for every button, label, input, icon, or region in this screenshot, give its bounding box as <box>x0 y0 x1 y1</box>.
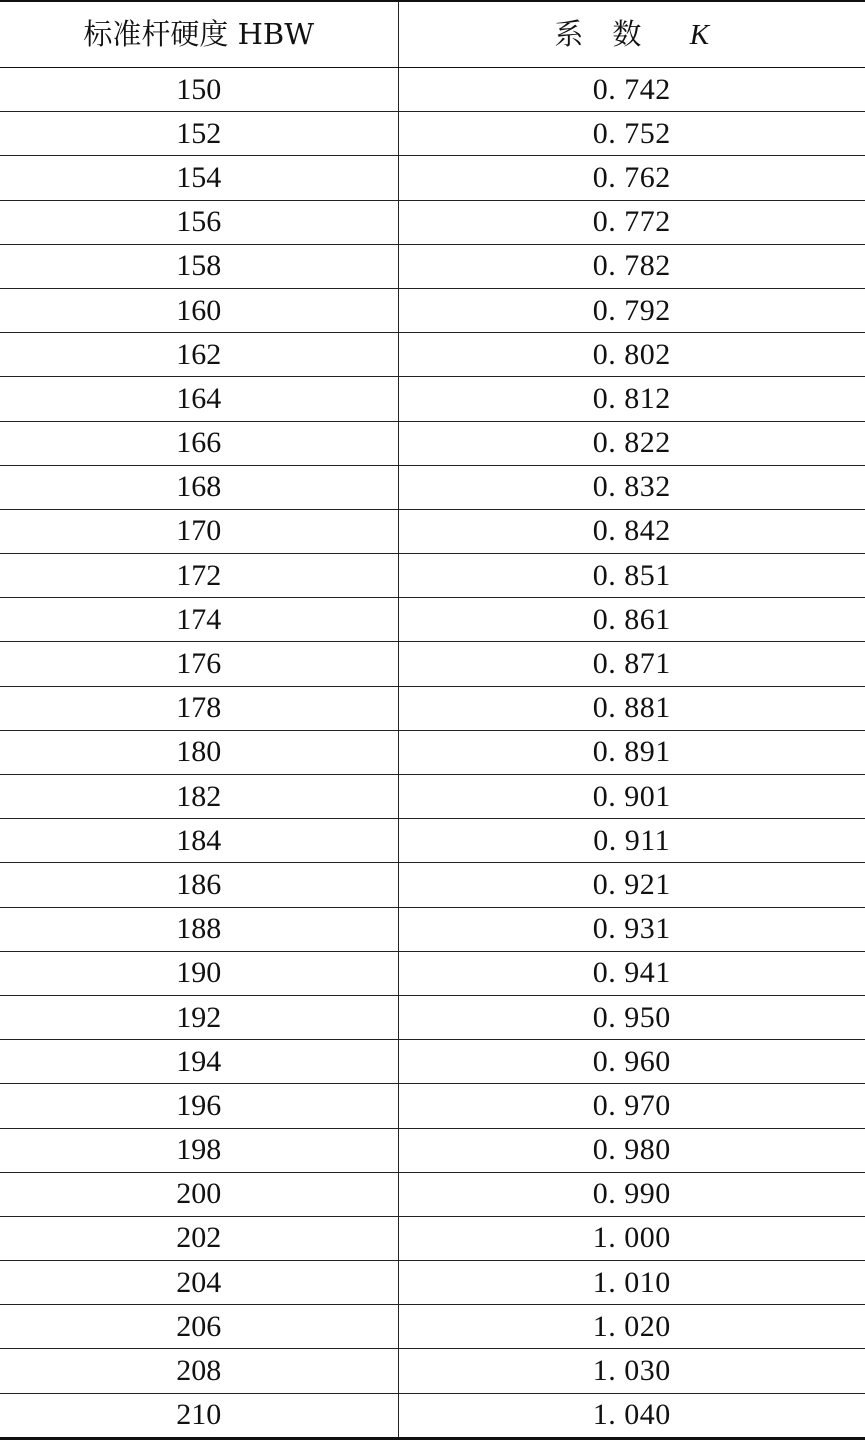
table-row <box>0 995 865 1039</box>
coefficient-cell: 0. 980 <box>398 1128 865 1172</box>
hardness-cell: 156 <box>0 200 398 244</box>
coefficient-cell: 0. 861 <box>398 598 865 642</box>
hardness-cell: 178 <box>0 686 398 730</box>
table-row <box>0 1172 865 1216</box>
hardness-cell: 184 <box>0 819 398 863</box>
hardness-cell: 176 <box>0 642 398 686</box>
hardness-cell: 180 <box>0 730 398 774</box>
hardness-cell: 188 <box>0 907 398 951</box>
coefficient-cell: 0. 871 <box>398 642 865 686</box>
hardness-cell: 150 <box>0 68 398 112</box>
hardness-cell: 200 <box>0 1172 398 1216</box>
coefficient-cell: 0. 970 <box>398 1084 865 1128</box>
table-row <box>0 863 865 907</box>
table-row <box>0 642 865 686</box>
hardness-cell: 154 <box>0 156 398 200</box>
table-row <box>0 244 865 288</box>
header-hardness <box>0 1 398 68</box>
table-row <box>0 1040 865 1084</box>
hardness-cell: 190 <box>0 951 398 995</box>
hardness-cell: 172 <box>0 554 398 598</box>
table-row <box>0 288 865 332</box>
coefficient-cell: 0. 941 <box>398 951 865 995</box>
table-row <box>0 509 865 553</box>
coefficient-cell: 0. 931 <box>398 907 865 951</box>
table-row <box>0 775 865 819</box>
coefficient-cell: 0. 851 <box>398 554 865 598</box>
table-row <box>0 951 865 995</box>
table-row <box>0 1261 865 1305</box>
table-row <box>0 200 865 244</box>
hardness-cell: 194 <box>0 1040 398 1084</box>
header-row <box>0 1 865 68</box>
table-row <box>0 1216 865 1260</box>
table-row <box>0 1349 865 1393</box>
hardness-cell: 162 <box>0 333 398 377</box>
table-row <box>0 1393 865 1438</box>
header-coefficient-symbol: K <box>689 18 710 51</box>
hardness-cell: 196 <box>0 1084 398 1128</box>
header-coefficient-label: 系 数 <box>554 16 642 51</box>
coefficient-cell: 1. 020 <box>398 1305 865 1349</box>
hardness-cell: 182 <box>0 775 398 819</box>
coefficient-cell: 0. 990 <box>398 1172 865 1216</box>
hardness-cell: 174 <box>0 598 398 642</box>
hardness-cell: 192 <box>0 995 398 1039</box>
coefficient-cell: 1. 030 <box>398 1349 865 1393</box>
coefficient-cell: 1. 010 <box>398 1261 865 1305</box>
coefficient-cell: 0. 960 <box>398 1040 865 1084</box>
table-row <box>0 377 865 421</box>
table-header <box>0 1 865 68</box>
table-row <box>0 156 865 200</box>
table-row <box>0 819 865 863</box>
coefficient-cell: 0. 752 <box>398 112 865 156</box>
hardness-cell: 160 <box>0 288 398 332</box>
hardness-cell: 168 <box>0 465 398 509</box>
coefficient-cell: 0. 782 <box>398 244 865 288</box>
table-row <box>0 333 865 377</box>
hardness-cell: 198 <box>0 1128 398 1172</box>
hardness-cell: 186 <box>0 863 398 907</box>
coefficient-cell: 1. 000 <box>398 1216 865 1260</box>
coefficient-cell: 0. 742 <box>398 68 865 112</box>
table-row <box>0 1084 865 1128</box>
coefficient-cell: 0. 891 <box>398 730 865 774</box>
hardness-cell: 210 <box>176 1398 222 1432</box>
coefficient-cell: 0. 881 <box>398 686 865 730</box>
coefficient-cell: 0. 911 <box>398 819 865 863</box>
coefficient-cell: 0. 822 <box>398 421 865 465</box>
hardness-cell: 170 <box>0 509 398 553</box>
coefficient-cell: 0. 921 <box>398 863 865 907</box>
table-row <box>0 730 865 774</box>
table-row <box>0 907 865 951</box>
table-row <box>0 554 865 598</box>
coefficient-cell: 0. 792 <box>398 288 865 332</box>
hardness-cell: 164 <box>0 377 398 421</box>
table-row <box>0 421 865 465</box>
coefficient-cell: 1. 040 <box>398 1393 865 1438</box>
coefficient-cell: 0. 812 <box>398 377 865 421</box>
hardness-cell: 206 <box>0 1305 398 1349</box>
hardness-cell: 202 <box>0 1216 398 1260</box>
coefficient-cell: 0. 832 <box>398 465 865 509</box>
coefficient-cell: 0. 802 <box>398 333 865 377</box>
table-row <box>0 1305 865 1349</box>
table-row <box>0 1128 865 1172</box>
table-row <box>0 112 865 156</box>
coefficient-cell: 0. 762 <box>398 156 865 200</box>
table-row <box>0 68 865 112</box>
header-coefficient <box>398 1 865 68</box>
table-body <box>0 68 865 1439</box>
hardness-cell: 158 <box>0 244 398 288</box>
hardness-cell: 204 <box>0 1261 398 1305</box>
table-row <box>0 465 865 509</box>
header-hardness-label: 标准杆硬度 HBW <box>83 17 315 51</box>
table-row <box>0 598 865 642</box>
hardness-cell: 166 <box>0 421 398 465</box>
table-row <box>0 686 865 730</box>
coefficient-cell: 0. 842 <box>398 509 865 553</box>
coefficient-cell: 0. 772 <box>398 200 865 244</box>
hardness-cell: 208 <box>0 1349 398 1393</box>
coefficient-cell: 0. 901 <box>398 775 865 819</box>
hardness-cell: 152 <box>0 112 398 156</box>
coefficient-cell: 0. 950 <box>398 995 865 1039</box>
